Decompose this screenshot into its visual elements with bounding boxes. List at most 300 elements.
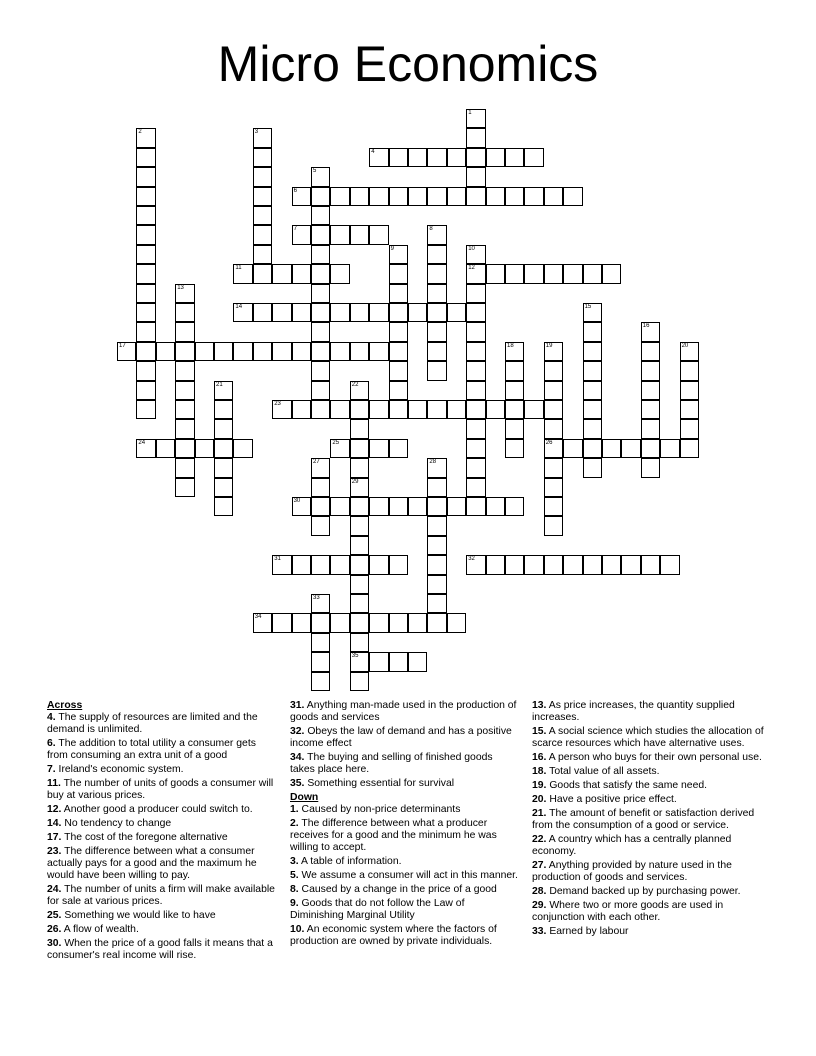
grid-cell[interactable] xyxy=(544,264,563,283)
grid-cell[interactable] xyxy=(369,225,388,244)
clue-item xyxy=(290,870,520,882)
grid-cell[interactable] xyxy=(544,458,563,477)
clue-item xyxy=(290,884,520,896)
grid-cell[interactable] xyxy=(214,439,233,458)
grid-cell[interactable] xyxy=(389,303,408,322)
grid-cell[interactable] xyxy=(311,303,330,322)
grid-cell[interactable] xyxy=(136,264,155,283)
grid-cell[interactable] xyxy=(175,419,194,438)
grid-cell[interactable] xyxy=(369,342,388,361)
grid-cell[interactable] xyxy=(350,419,369,438)
grid-cell[interactable] xyxy=(505,419,524,438)
grid-cell[interactable] xyxy=(563,264,582,283)
grid-cell[interactable] xyxy=(680,361,699,380)
clue-item-number: 5. xyxy=(290,870,299,881)
grid-cell[interactable] xyxy=(583,458,602,477)
grid-cell[interactable] xyxy=(272,264,291,283)
clue-number: 19 xyxy=(545,342,553,349)
grid-cell[interactable] xyxy=(427,458,446,477)
grid-cell[interactable] xyxy=(311,652,330,671)
grid-cell[interactable] xyxy=(350,536,369,555)
grid-cell[interactable] xyxy=(350,652,369,671)
grid-cell[interactable] xyxy=(214,497,233,516)
grid-cell[interactable] xyxy=(486,148,505,167)
grid-cell[interactable] xyxy=(369,148,388,167)
grid-cell[interactable] xyxy=(175,342,194,361)
grid-cell[interactable] xyxy=(369,555,388,574)
grid-cell[interactable] xyxy=(292,303,311,322)
grid-cell[interactable] xyxy=(311,322,330,341)
grid-cell[interactable] xyxy=(311,594,330,613)
grid-cell[interactable] xyxy=(136,128,155,147)
grid-cell[interactable] xyxy=(253,187,272,206)
grid-cell[interactable] xyxy=(272,400,291,419)
grid-cell[interactable] xyxy=(427,245,446,264)
grid-cell[interactable] xyxy=(583,439,602,458)
grid-cell[interactable] xyxy=(272,303,291,322)
grid-cell[interactable] xyxy=(369,497,388,516)
grid-cell[interactable] xyxy=(330,264,349,283)
grid-cell[interactable] xyxy=(408,497,427,516)
grid-cell[interactable] xyxy=(136,439,155,458)
grid-cell[interactable] xyxy=(680,381,699,400)
grid-cell[interactable] xyxy=(350,516,369,535)
grid-cell[interactable] xyxy=(466,128,485,147)
grid-cell[interactable] xyxy=(311,167,330,186)
grid-cell[interactable] xyxy=(621,555,640,574)
grid-cell[interactable] xyxy=(583,555,602,574)
grid-cell[interactable] xyxy=(311,633,330,652)
grid-cell[interactable] xyxy=(427,594,446,613)
grid-cell[interactable] xyxy=(136,206,155,225)
grid-cell[interactable] xyxy=(350,613,369,632)
grid-cell[interactable] xyxy=(214,342,233,361)
grid-cell[interactable] xyxy=(583,264,602,283)
grid-cell[interactable] xyxy=(447,148,466,167)
grid-cell[interactable] xyxy=(136,187,155,206)
clue-item-number: 7. xyxy=(47,764,56,775)
clue-item-text: We assume a consumer will act in this manner. xyxy=(298,870,518,881)
grid-cell[interactable] xyxy=(292,225,311,244)
grid-cell[interactable] xyxy=(369,613,388,632)
grid-cell[interactable] xyxy=(350,187,369,206)
grid-cell[interactable] xyxy=(505,497,524,516)
grid-cell[interactable] xyxy=(311,458,330,477)
grid-cell[interactable] xyxy=(427,575,446,594)
grid-cell[interactable] xyxy=(505,381,524,400)
grid-cell[interactable] xyxy=(292,342,311,361)
grid-cell[interactable] xyxy=(466,497,485,516)
clue-item-text: Have a positive price effect. xyxy=(546,794,677,805)
grid-cell[interactable] xyxy=(253,206,272,225)
grid-cell[interactable] xyxy=(175,458,194,477)
grid-cell[interactable] xyxy=(175,303,194,322)
grid-cell[interactable] xyxy=(330,342,349,361)
grid-cell[interactable] xyxy=(214,419,233,438)
grid-cell[interactable] xyxy=(466,439,485,458)
grid-cell[interactable] xyxy=(253,613,272,632)
grid-cell[interactable] xyxy=(544,555,563,574)
grid-cell[interactable] xyxy=(466,322,485,341)
grid-cell[interactable] xyxy=(136,322,155,341)
grid-cell[interactable] xyxy=(330,187,349,206)
grid-cell[interactable] xyxy=(427,322,446,341)
grid-cell[interactable] xyxy=(524,400,543,419)
grid-cell[interactable] xyxy=(389,497,408,516)
grid-cell[interactable] xyxy=(466,284,485,303)
grid-cell[interactable] xyxy=(583,322,602,341)
grid-cell[interactable] xyxy=(136,400,155,419)
grid-cell[interactable] xyxy=(466,245,485,264)
grid-cell[interactable] xyxy=(350,633,369,652)
clue-item-number: 14. xyxy=(47,818,62,829)
grid-cell[interactable] xyxy=(389,361,408,380)
grid-cell[interactable] xyxy=(389,322,408,341)
grid-cell[interactable] xyxy=(253,225,272,244)
grid-cell[interactable] xyxy=(602,439,621,458)
grid-cell[interactable] xyxy=(136,148,155,167)
grid-cell[interactable] xyxy=(427,478,446,497)
grid-cell[interactable] xyxy=(447,303,466,322)
grid-cell[interactable] xyxy=(544,187,563,206)
grid-cell[interactable] xyxy=(311,245,330,264)
grid-cell[interactable] xyxy=(466,187,485,206)
grid-cell[interactable] xyxy=(311,478,330,497)
grid-cell[interactable] xyxy=(350,439,369,458)
grid-cell[interactable] xyxy=(408,148,427,167)
grid-cell[interactable] xyxy=(175,400,194,419)
grid-cell[interactable] xyxy=(486,400,505,419)
grid-cell[interactable] xyxy=(680,439,699,458)
clue-number: 13 xyxy=(177,284,184,291)
grid-cell[interactable] xyxy=(466,167,485,186)
grid-cell[interactable] xyxy=(427,400,446,419)
grid-cell[interactable] xyxy=(350,672,369,691)
grid-cell[interactable] xyxy=(233,264,252,283)
grid-cell[interactable] xyxy=(292,555,311,574)
grid-cell[interactable] xyxy=(427,264,446,283)
grid-cell[interactable] xyxy=(389,652,408,671)
grid-cell[interactable] xyxy=(272,342,291,361)
grid-cell[interactable] xyxy=(156,342,175,361)
grid-cell[interactable] xyxy=(524,264,543,283)
grid-cell[interactable] xyxy=(292,497,311,516)
grid-cell[interactable] xyxy=(427,148,446,167)
grid-cell[interactable] xyxy=(408,400,427,419)
grid-cell[interactable] xyxy=(466,361,485,380)
clue-number: 30 xyxy=(293,498,301,504)
grid-cell[interactable] xyxy=(253,128,272,147)
grid-cell[interactable] xyxy=(641,322,660,341)
grid-cell[interactable] xyxy=(466,342,485,361)
grid-cell[interactable] xyxy=(427,284,446,303)
grid-cell[interactable] xyxy=(311,497,330,516)
clue-number: 18 xyxy=(507,342,514,349)
grid-cell[interactable] xyxy=(136,342,155,361)
grid-cell[interactable] xyxy=(389,381,408,400)
grid-cell[interactable] xyxy=(583,381,602,400)
grid-cell[interactable] xyxy=(544,516,563,535)
grid-cell[interactable] xyxy=(505,439,524,458)
grid-cell[interactable] xyxy=(583,342,602,361)
grid-cell[interactable] xyxy=(156,439,175,458)
grid-cell[interactable] xyxy=(330,613,349,632)
grid-cell[interactable] xyxy=(389,613,408,632)
grid-cell[interactable] xyxy=(136,167,155,186)
grid-cell[interactable] xyxy=(641,439,660,458)
grid-cell[interactable] xyxy=(427,342,446,361)
grid-cell[interactable] xyxy=(660,555,679,574)
grid-cell[interactable] xyxy=(505,264,524,283)
grid-cell[interactable] xyxy=(641,381,660,400)
grid-cell[interactable] xyxy=(680,400,699,419)
grid-cell[interactable] xyxy=(641,400,660,419)
grid-cell[interactable] xyxy=(641,342,660,361)
grid-cell[interactable] xyxy=(524,187,543,206)
clue-item-text: Total value of all assets. xyxy=(546,766,660,777)
grid-cell[interactable] xyxy=(427,497,446,516)
grid-cell[interactable] xyxy=(136,303,155,322)
grid-cell[interactable] xyxy=(680,342,699,361)
grid-cell[interactable] xyxy=(447,400,466,419)
clue-item xyxy=(532,794,768,806)
grid-cell[interactable] xyxy=(311,555,330,574)
grid-cell[interactable] xyxy=(253,342,272,361)
grid-cell[interactable] xyxy=(427,303,446,322)
grid-cell[interactable] xyxy=(350,575,369,594)
grid-cell[interactable] xyxy=(389,400,408,419)
clue-item-number: 21. xyxy=(532,808,547,819)
grid-cell[interactable] xyxy=(524,555,543,574)
grid-cell[interactable] xyxy=(350,555,369,574)
grid-cell[interactable] xyxy=(563,555,582,574)
grid-cell[interactable] xyxy=(389,245,408,264)
grid-cell[interactable] xyxy=(641,555,660,574)
clue-item xyxy=(290,778,520,790)
grid-cell[interactable] xyxy=(214,400,233,419)
grid-cell[interactable] xyxy=(389,342,408,361)
grid-cell[interactable] xyxy=(175,439,194,458)
clue-item-text: The cost of the foregone alternative xyxy=(61,832,228,843)
grid-cell[interactable] xyxy=(311,672,330,691)
grid-cell[interactable] xyxy=(330,225,349,244)
grid-cell[interactable] xyxy=(136,225,155,244)
clue-item-text: The addition to total utility a consumer gets from consuming an extra unit of a good xyxy=(47,738,256,761)
grid-cell[interactable] xyxy=(389,264,408,283)
grid-cell[interactable] xyxy=(117,342,136,361)
grid-cell[interactable] xyxy=(136,361,155,380)
grid-cell[interactable] xyxy=(195,342,214,361)
clue-number: 33 xyxy=(313,595,320,601)
grid-cell[interactable] xyxy=(544,361,563,380)
grid-cell[interactable] xyxy=(253,167,272,186)
grid-cell[interactable] xyxy=(311,206,330,225)
grid-cell[interactable] xyxy=(427,536,446,555)
grid-cell[interactable] xyxy=(466,381,485,400)
grid-cell[interactable] xyxy=(350,594,369,613)
grid-cell[interactable] xyxy=(427,613,446,632)
grid-cell[interactable] xyxy=(505,342,524,361)
grid-cell[interactable] xyxy=(466,458,485,477)
grid-cell[interactable] xyxy=(486,497,505,516)
grid-cell[interactable] xyxy=(486,264,505,283)
clue-number: 11 xyxy=(235,265,242,272)
grid-cell[interactable] xyxy=(427,225,446,244)
grid-cell[interactable] xyxy=(389,187,408,206)
grid-cell[interactable] xyxy=(311,187,330,206)
grid-cell[interactable] xyxy=(563,439,582,458)
grid-cell[interactable] xyxy=(544,342,563,361)
grid-cell[interactable] xyxy=(505,400,524,419)
grid-cell[interactable] xyxy=(350,303,369,322)
grid-cell[interactable] xyxy=(330,497,349,516)
grid-cell[interactable] xyxy=(583,400,602,419)
grid-cell[interactable] xyxy=(311,516,330,535)
grid-cell[interactable] xyxy=(369,187,388,206)
grid-cell[interactable] xyxy=(544,478,563,497)
grid-cell[interactable] xyxy=(408,613,427,632)
grid-cell[interactable] xyxy=(292,400,311,419)
grid-cell[interactable] xyxy=(369,400,388,419)
grid-cell[interactable] xyxy=(253,264,272,283)
grid-cell[interactable] xyxy=(544,400,563,419)
grid-cell[interactable] xyxy=(369,439,388,458)
grid-cell[interactable] xyxy=(233,303,252,322)
clue-item xyxy=(290,804,520,816)
grid-cell[interactable] xyxy=(292,187,311,206)
grid-cell[interactable] xyxy=(350,458,369,477)
grid-cell[interactable] xyxy=(350,342,369,361)
grid-cell[interactable] xyxy=(311,381,330,400)
grid-cell[interactable] xyxy=(369,652,388,671)
grid-cell[interactable] xyxy=(253,148,272,167)
grid-cell[interactable] xyxy=(660,439,679,458)
grid-cell[interactable] xyxy=(466,264,485,283)
grid-cell[interactable] xyxy=(214,381,233,400)
grid-cell[interactable] xyxy=(350,497,369,516)
grid-cell[interactable] xyxy=(447,497,466,516)
grid-cell[interactable] xyxy=(330,303,349,322)
grid-cell[interactable] xyxy=(544,439,563,458)
clue-item xyxy=(290,856,520,868)
grid-cell[interactable] xyxy=(408,187,427,206)
grid-cell[interactable] xyxy=(466,148,485,167)
grid-cell[interactable] xyxy=(311,284,330,303)
grid-cell[interactable] xyxy=(311,225,330,244)
grid-cell[interactable] xyxy=(311,264,330,283)
grid-cell[interactable] xyxy=(447,613,466,632)
grid-cell[interactable] xyxy=(389,555,408,574)
grid-cell[interactable] xyxy=(330,400,349,419)
grid-cell[interactable] xyxy=(195,439,214,458)
grid-cell[interactable] xyxy=(311,361,330,380)
grid-cell[interactable] xyxy=(427,187,446,206)
grid-cell[interactable] xyxy=(641,419,660,438)
grid-cell[interactable] xyxy=(466,555,485,574)
grid-cell[interactable] xyxy=(486,187,505,206)
grid-cell[interactable] xyxy=(563,187,582,206)
grid-cell[interactable] xyxy=(583,361,602,380)
clue-item-number: 31. xyxy=(290,700,305,711)
grid-cell[interactable] xyxy=(330,439,349,458)
grid-cell[interactable] xyxy=(389,439,408,458)
grid-cell[interactable] xyxy=(253,245,272,264)
grid-cell[interactable] xyxy=(466,303,485,322)
grid-cell[interactable] xyxy=(486,555,505,574)
grid-cell[interactable] xyxy=(350,400,369,419)
grid-cell[interactable] xyxy=(136,284,155,303)
grid-cell[interactable] xyxy=(466,400,485,419)
grid-cell[interactable] xyxy=(505,187,524,206)
grid-cell[interactable] xyxy=(466,419,485,438)
grid-cell[interactable] xyxy=(175,284,194,303)
grid-cell[interactable] xyxy=(544,497,563,516)
grid-cell[interactable] xyxy=(311,342,330,361)
grid-cell[interactable] xyxy=(233,439,252,458)
grid-cell[interactable] xyxy=(136,381,155,400)
grid-cell[interactable] xyxy=(175,322,194,341)
grid-cell[interactable] xyxy=(466,109,485,128)
grid-cell[interactable] xyxy=(292,264,311,283)
grid-cell[interactable] xyxy=(350,478,369,497)
grid-cell[interactable] xyxy=(253,303,272,322)
grid-cell[interactable] xyxy=(602,555,621,574)
grid-cell[interactable] xyxy=(408,303,427,322)
grid-cell[interactable] xyxy=(505,555,524,574)
grid-cell[interactable] xyxy=(408,652,427,671)
clue-item-text: Goods that satisfy the same need. xyxy=(546,780,708,791)
grid-cell[interactable] xyxy=(621,439,640,458)
grid-cell[interactable] xyxy=(427,516,446,535)
grid-cell[interactable] xyxy=(272,613,291,632)
grid-cell[interactable] xyxy=(583,303,602,322)
grid-cell[interactable] xyxy=(175,478,194,497)
grid-cell[interactable] xyxy=(680,419,699,438)
grid-cell[interactable] xyxy=(447,187,466,206)
grid-cell[interactable] xyxy=(175,381,194,400)
grid-cell[interactable] xyxy=(602,264,621,283)
grid-cell[interactable] xyxy=(389,148,408,167)
grid-cell[interactable] xyxy=(369,303,388,322)
grid-cell[interactable] xyxy=(350,225,369,244)
grid-cell[interactable] xyxy=(544,381,563,400)
clue-number: 14 xyxy=(235,304,243,310)
grid-cell[interactable] xyxy=(311,400,330,419)
grid-cell[interactable] xyxy=(641,458,660,477)
grid-cell[interactable] xyxy=(175,361,194,380)
grid-cell[interactable] xyxy=(330,555,349,574)
grid-cell[interactable] xyxy=(466,478,485,497)
grid-cell[interactable] xyxy=(311,613,330,632)
grid-cell[interactable] xyxy=(583,419,602,438)
grid-cell[interactable] xyxy=(350,381,369,400)
grid-cell[interactable] xyxy=(272,555,291,574)
grid-cell[interactable] xyxy=(641,361,660,380)
grid-cell[interactable] xyxy=(292,613,311,632)
grid-cell[interactable] xyxy=(214,458,233,477)
grid-cell[interactable] xyxy=(136,245,155,264)
grid-cell[interactable] xyxy=(214,478,233,497)
grid-cell[interactable] xyxy=(389,284,408,303)
clue-item-text: Where two or more goods are used in conjunction with each other. xyxy=(532,900,724,923)
grid-cell[interactable] xyxy=(233,342,252,361)
grid-cell[interactable] xyxy=(544,419,563,438)
grid-cell[interactable] xyxy=(427,555,446,574)
grid-cell[interactable] xyxy=(505,361,524,380)
grid-cell[interactable] xyxy=(427,361,446,380)
grid-cell[interactable] xyxy=(524,148,543,167)
grid-cell[interactable] xyxy=(505,148,524,167)
